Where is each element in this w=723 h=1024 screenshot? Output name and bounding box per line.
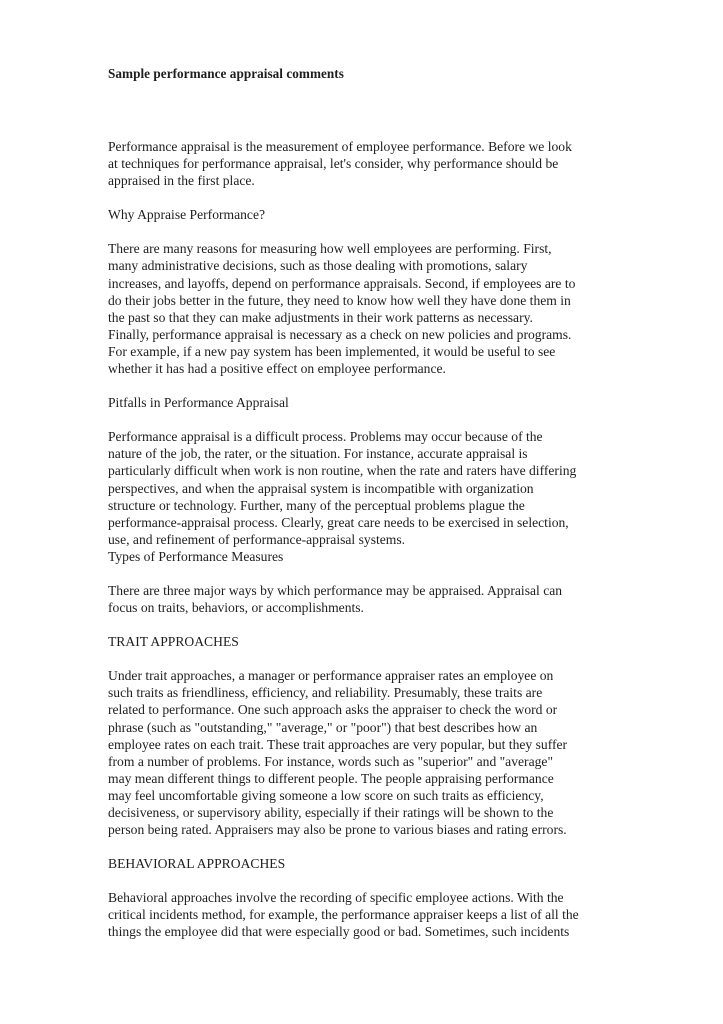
paragraph-line: from a number of problems. For instance, words such as "superior" and "average" xyxy=(108,753,553,769)
section-heading: Why Appraise Performance? xyxy=(108,207,266,223)
paragraph-line: critical incidents method, for example, the performance appraiser keeps a list of all the xyxy=(108,907,579,923)
document-page xyxy=(108,66,620,941)
paragraph-line: There are three major ways by which performance may be appraised. Appraisal can xyxy=(108,582,563,598)
paragraph-line: increases, and layoffs, depend on performance appraisals. Second, if employees are to xyxy=(108,275,576,291)
paragraph-line: many administrative decisions, such as those dealing with promotions, salary xyxy=(108,258,528,274)
paragraph xyxy=(108,138,620,189)
paragraph-line: related to performance. One such approach asks the appraiser to check the word or xyxy=(108,702,558,718)
paragraph-line: Behavioral approaches involve the recording of specific employee actions. With the xyxy=(108,890,564,906)
paragraph-line: structure or technology. Further, many of the perceptual problems plague the xyxy=(108,497,525,513)
document-title: Sample performance appraisal comments xyxy=(108,66,344,81)
paragraph xyxy=(108,582,620,616)
paragraph-line: do their jobs better in the future, they need to know how well they have done them in xyxy=(108,292,571,308)
paragraph xyxy=(108,240,620,377)
paragraph-line: person being rated. Appraisers may also be prone to various biases and rating errors. xyxy=(108,822,567,838)
paragraph-line: focus on traits, behaviors, or accomplishments. xyxy=(108,600,364,616)
document-body xyxy=(108,138,620,941)
paragraph-line: at techniques for performance appraisal, let's consider, why performance should be xyxy=(108,156,559,172)
paragraph-line: appraised in the first place. xyxy=(108,173,255,189)
paragraph-line: Performance appraisal is a difficult process. Problems may occur because of the xyxy=(108,429,543,445)
paragraph-line: employee rates on each trait. These trait approaches are very popular, but they suffer xyxy=(108,736,568,752)
paragraph-line: Types of Performance Measures xyxy=(108,548,284,564)
section-heading: BEHAVIORAL APPROACHES xyxy=(108,856,286,872)
paragraph-line: Finally, performance appraisal is necessary as a check on new policies and programs. xyxy=(108,326,572,342)
paragraph xyxy=(108,428,620,565)
paragraph-line: phrase (such as "outstanding," "average," or "poor") that best describes how an xyxy=(108,719,538,735)
paragraph-line: may feel uncomfortable giving someone a low score on such traits as efficiency, xyxy=(108,787,544,803)
paragraph-line: perspectives, and when the appraisal system is incompatible with organization xyxy=(108,480,534,496)
paragraph xyxy=(108,667,620,838)
paragraph-line: For example, if a new pay system has been implemented, it would be useful to see xyxy=(108,343,556,359)
paragraph-line: the past so that they can make adjustments in their work patterns as necessary. xyxy=(108,309,533,325)
section-heading: Pitfalls in Performance Appraisal xyxy=(108,395,289,411)
paragraph-line: particularly difficult when work is non routine, when the rate and raters have differing xyxy=(108,463,577,479)
paragraph-line: things the employee did that were especially good or bad. Sometimes, such incidents xyxy=(108,924,570,940)
paragraph-line: decisiveness, or supervisory ability, especially if their ratings will be shown to the xyxy=(108,805,554,820)
paragraph-line: such traits as friendliness, efficiency, and reliability. Presumably, these traits are xyxy=(108,685,543,701)
paragraph-line: nature of the job, the rater, or the situation. For instance, accurate appraisal is xyxy=(108,446,528,462)
paragraph-line: Under trait approaches, a manager or performance appraiser rates an employee on xyxy=(108,668,554,684)
section-heading: TRAIT APPROACHES xyxy=(108,634,239,650)
paragraph-line: may mean different things to different people. The people appraising performance xyxy=(108,770,554,786)
paragraph-line: whether it has had a positive effect on employee performance. xyxy=(108,361,446,377)
paragraph xyxy=(108,889,620,940)
paragraph-line: use, and refinement of performance-appraisal systems. xyxy=(108,531,406,547)
paragraph-line: performance-appraisal process. Clearly, great care needs to be exercised in selection, xyxy=(108,514,569,530)
paragraph-line: There are many reasons for measuring how well employees are performing. First, xyxy=(108,241,552,257)
paragraph-line: Performance appraisal is the measurement of employee performance. Before we look xyxy=(108,139,572,154)
